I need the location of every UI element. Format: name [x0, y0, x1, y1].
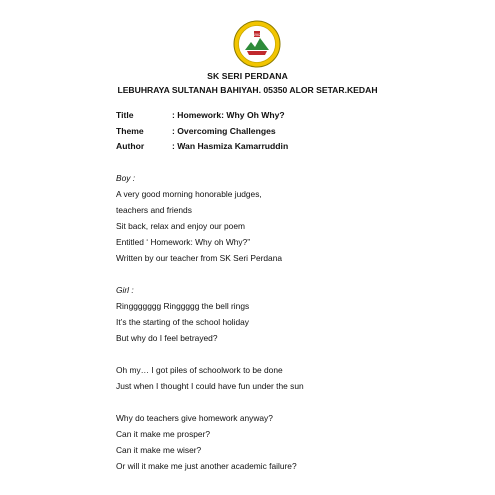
meta-value: : Overcoming Challenges: [172, 125, 276, 136]
meta-value: : Wan Hasmiza Kamarruddin: [172, 141, 289, 151]
meta-label: Theme: [116, 125, 144, 136]
speaker-label-boy: Boy :: [116, 173, 136, 183]
poem-line: It’s the starting of the school holiday: [116, 317, 249, 327]
meta-label: Author: [116, 141, 145, 151]
school-crest-icon: [233, 20, 281, 68]
poem-line: Ringgggggg Ringgggg the bell rings: [116, 301, 250, 311]
poem-body: [116, 170, 476, 474]
school-address: LEBUHRAYA SULTANAH BAHIYAH. 05350 ALOR SETAR.KEDAH: [117, 85, 378, 95]
stanza-gap: [116, 266, 476, 282]
poem-line: Entitled ‘ Homework: Why oh Why?”: [116, 237, 251, 247]
poem-line: But why do I feel betrayed?: [116, 333, 218, 343]
poem-line: Why do teachers give homework anyway?: [116, 413, 273, 423]
poem-line: Can it make me wiser?: [116, 445, 202, 455]
meta-value: : Homework: Why Oh Why?: [172, 110, 285, 120]
poem-line: Sit back, relax and enjoy our poem: [116, 221, 245, 231]
poem-line: A very good morning honorable judges,: [116, 189, 262, 199]
speaker-label-girl: Girl :: [116, 285, 134, 295]
stanza-gap: [116, 394, 476, 410]
poem-line: teachers and friends: [116, 205, 192, 215]
school-name: SK SERI PERDANA: [207, 71, 288, 81]
logo-year: 1962: [253, 33, 261, 37]
stanza-gap: [116, 346, 476, 362]
poem-line: Can it make me prosper?: [116, 429, 211, 439]
meta-label: Title: [116, 110, 134, 120]
poem-line: Or will it make me just another academic failure?: [116, 461, 297, 471]
poem-line: Just when I thought I could have fun under the sun: [116, 381, 304, 391]
poem-line: Oh my… I got piles of schoolwork to be done: [116, 365, 283, 375]
poem-line: Written by our teacher from SK Seri Perdana: [116, 253, 283, 263]
